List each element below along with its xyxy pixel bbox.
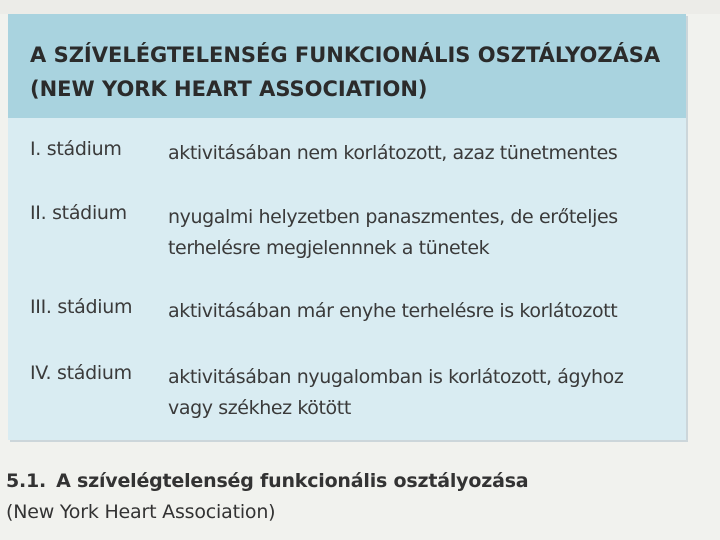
stage-description [168,202,668,264]
stage-label: I. stádium [30,138,122,160]
caption-title: A szívelégtelenség funkcionális osztályozása [56,470,529,492]
stage-description [168,362,668,424]
stage-description-line: nyugalmi helyzetben panaszmentes, de erőteljes [168,206,618,228]
stage-description [168,296,668,327]
table-title [30,38,670,106]
stage-label: II. stádium [30,202,127,224]
stage-label: IV. stádium [30,362,132,384]
table-title-line-2: (NEW YORK HEART ASSOCIATION) [30,77,428,101]
stage-description-line: aktivitásában már enyhe terhelésre is korlátozott [168,300,618,322]
stage-description-line: aktivitásában nyugalomban is korlátozott, ágyhoz [168,366,624,388]
figure-caption [6,466,706,528]
stage-description-line: vagy székhez kötött [168,397,351,419]
stage-description-line: aktivitásában nem korlátozott, azaz tünetmentes [168,142,618,164]
caption-line-1 [6,466,706,497]
caption-number: 5.1. [6,470,47,492]
stage-label: III. stádium [30,296,133,318]
scan-edge [0,0,720,14]
stage-description-line: terhelésre megjelennnek a tünetek [168,237,490,259]
stage-description [168,138,668,169]
caption-line-2: (New York Heart Association) [6,501,276,523]
table-header [8,14,686,118]
table-title-line-1: A SZÍVELÉGTELENSÉG FUNKCIONÁLIS OSZTÁLYOZÁSA [30,43,661,67]
classification-table [8,14,686,440]
